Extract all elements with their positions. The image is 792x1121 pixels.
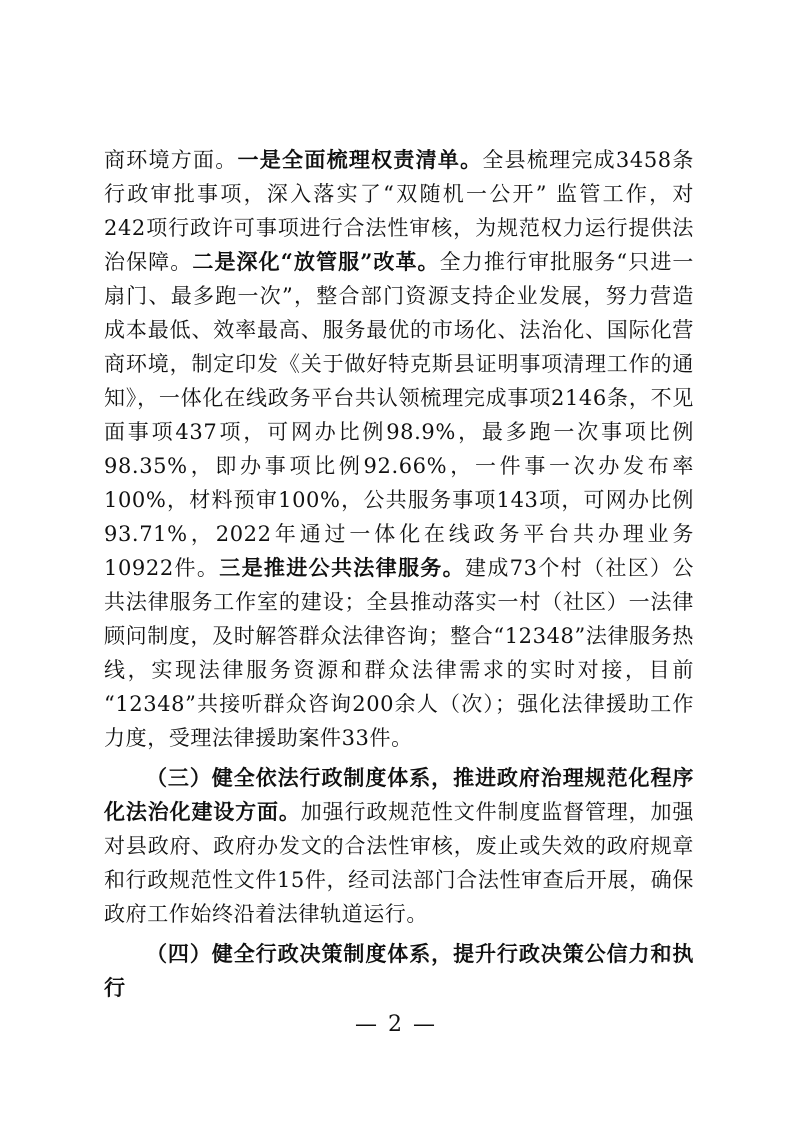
page-number: — 2 — <box>355 1012 437 1037</box>
section-heading-3: （三）健全依法行政制度体系，推进政府治理规范化程序化法治化建设方面。 <box>104 765 694 824</box>
run-text: 加强行政规范性文件制度监督管理，加强对县政府、政府办发文的合法性审核，废止或失效的政府规章和行政规范性文件15件，经司法部门合法性审查后开展，确保政府工作始终沿着法律轨道运行。 <box>104 800 694 926</box>
paragraph-3 <box>104 937 694 1005</box>
section-heading-4: （四）健全行政决策制度体系，提升行政决策公信力和执行 <box>104 941 694 1000</box>
run-text: 商环境方面。 <box>104 148 238 172</box>
run-heading-second: 二是深化“放管服”改革。 <box>192 249 440 274</box>
run-heading-third: 三是推进公共法律服务。 <box>219 555 465 580</box>
run-heading-first: 一是全面梳理权责清单。 <box>237 147 483 172</box>
run-text: 全力推行审批服务“只进一扇门、最多跑一次”，整合部门资源支持企业发展，努力营造成本最低、效率最高、服务最优的市场化、法治化、国际化营商环境，制定印发《关于做好特克斯县证明事项清理工作的通知》，一体化在线政务平台共认领梳理完成事项2146条，不见面事项437项，可网办比例98.9%，最多跑一次事项比例98.35%，即办事项比例92.66%，一件事一次办发布率100%，材料预审100%，公共服务事项143项，可网办比例93.71%，2022年通过一体化在线政务平台共办理业务10922件。 <box>104 250 695 580</box>
run-text: 建成73个村（社区）公共法律服务工作室的建设；全县推动落实一村（社区）一法律顾问制度，及时解答群众法律咨询；整合“12348”法律服务热线，实现法律服务资源和群众法律需求的实时对接，目前 “12348”共接听群众咨询200余人（次）；强化法律援助工作力度，受理法律援助案件33件。 <box>104 556 694 750</box>
paragraph-1 <box>104 143 694 755</box>
run-text: 全县梳理完成3458条行政审批事项，深入落实了“双随机一公开” 监管工作，对242项行政许可事项进行合法性审核，为规范权力运行提供法治保障。 <box>104 148 694 274</box>
document-body <box>104 143 694 1005</box>
paragraph-2 <box>104 761 694 931</box>
